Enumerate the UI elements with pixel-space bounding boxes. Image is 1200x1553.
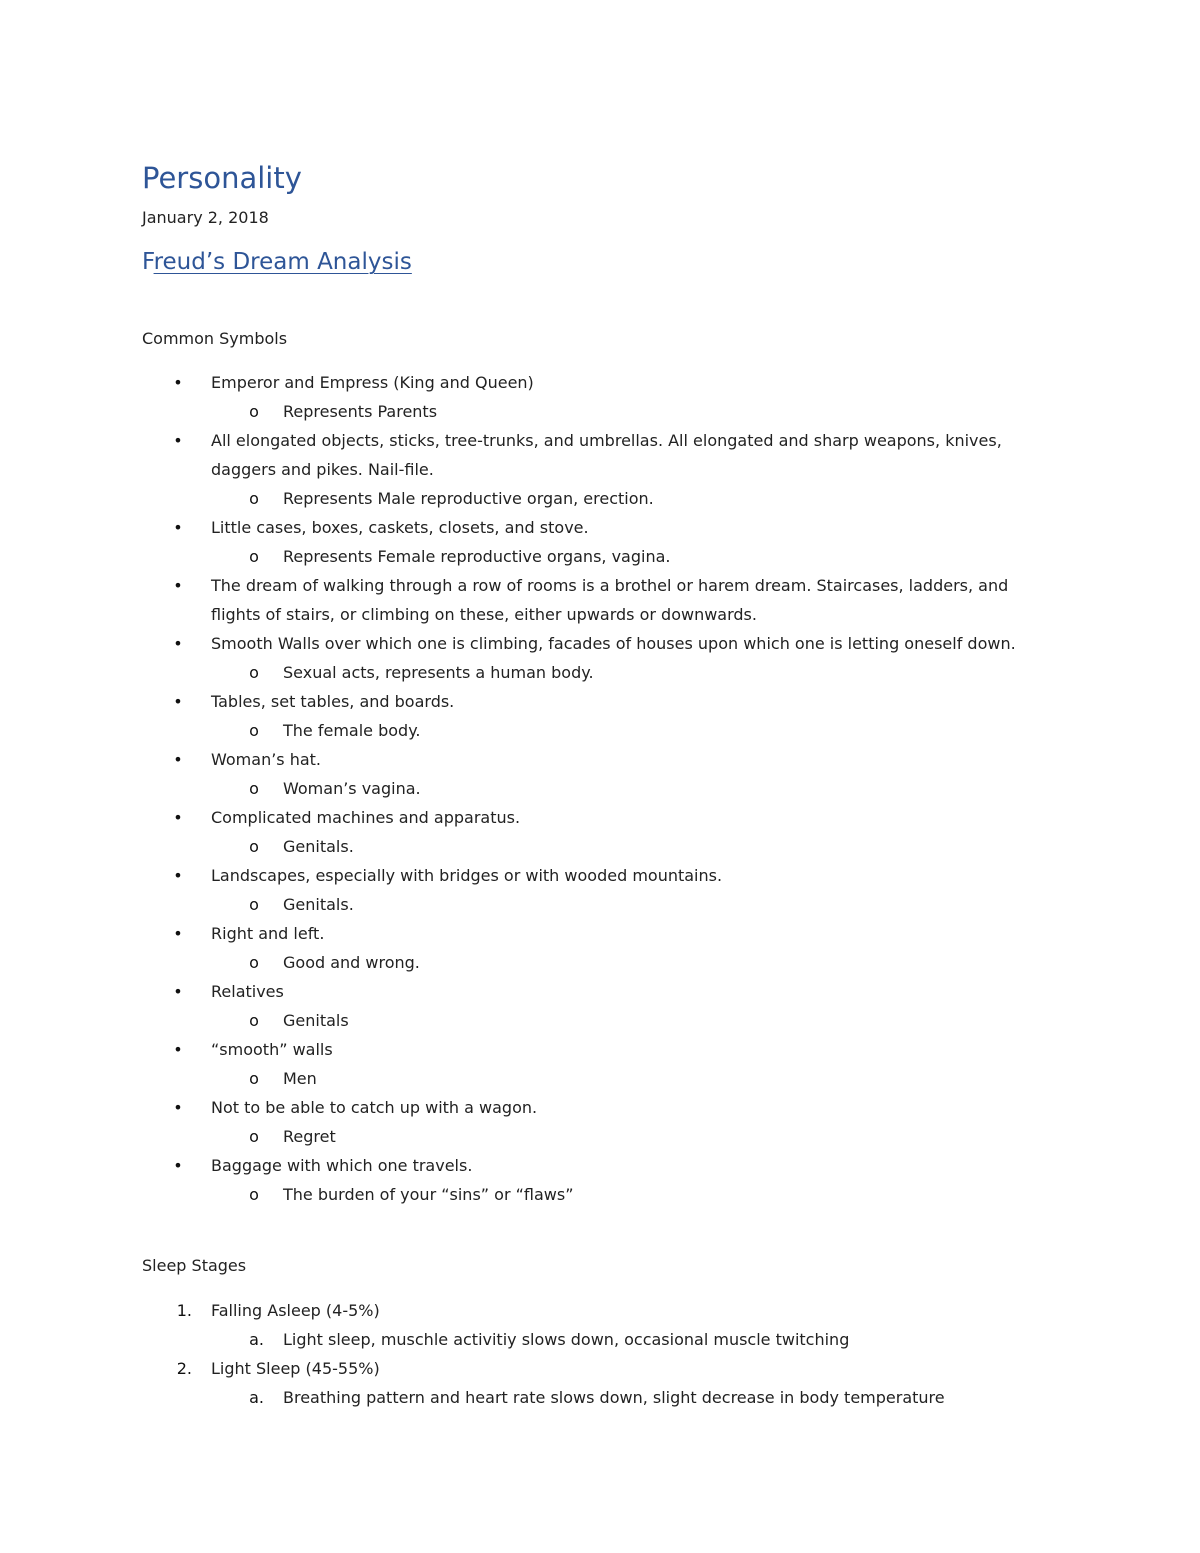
sub-list-item-marker: o: [249, 1069, 259, 1088]
sub-list-item-marker: o: [249, 779, 259, 798]
sub-list-item-text: Genitals: [283, 1011, 349, 1030]
list-item: [0, 368, 1061, 397]
sub-list-item: [0, 832, 1083, 861]
sub-list-item: [0, 1064, 1083, 1093]
sub-list-item-marker: o: [249, 1127, 259, 1146]
list-item-marker: •: [173, 1098, 183, 1117]
heading-first-letter: F: [142, 249, 154, 275]
numbered-item-text: Light Sleep (45-55%): [211, 1359, 380, 1378]
sub-list-item-marker: o: [249, 953, 259, 972]
sub-list-item-marker: o: [249, 663, 259, 682]
sub-list-item: [0, 397, 1083, 426]
list-item: [0, 1093, 1061, 1122]
sub-list-item-text: Represents Male reproductive organ, erection.: [283, 489, 654, 508]
section-heading: [142, 249, 412, 277]
list-item-text: Smooth Walls over which one is climbing, facades of houses upon which one is letting oneself down.: [211, 634, 1016, 653]
list-item-marker: •: [173, 634, 183, 653]
document-date: January 2, 2018: [142, 208, 269, 227]
sub-list-item: [0, 716, 1083, 745]
common-symbols-label: Common Symbols: [142, 329, 288, 348]
list-item-text: All elongated objects, sticks, tree-trunks, and umbrellas. All elongated and sharp weapons, knives, daggers and pikes. Nail-file.: [211, 431, 1002, 479]
sub-list-item: [0, 542, 1083, 571]
numbered-item: [0, 1296, 1061, 1325]
sub-list-item-text: Good and wrong.: [283, 953, 420, 972]
list-item: [0, 426, 1061, 484]
sub-list-item-text: Regret: [283, 1127, 336, 1146]
lettered-sub-item: [0, 1383, 1083, 1412]
sub-list-item-text: Represents Parents: [283, 402, 438, 421]
sub-list-item: [0, 1122, 1083, 1151]
sub-list-item: [0, 1006, 1083, 1035]
lettered-sub-item: [0, 1325, 1083, 1354]
list-item-marker: •: [173, 750, 183, 769]
list-item-marker: •: [173, 866, 183, 885]
list-item-marker: •: [173, 576, 183, 595]
sub-list-item-text: Woman’s vagina.: [283, 779, 421, 798]
list-item-text: Woman’s hat.: [211, 750, 322, 769]
sub-list-item: [0, 948, 1083, 977]
list-item-marker: •: [173, 1040, 183, 1059]
sub-list-item-text: The female body.: [283, 721, 421, 740]
list-item-marker: •: [173, 518, 183, 537]
list-item: [0, 1035, 1061, 1064]
list-item: [0, 629, 1061, 658]
list-item-text: Landscapes, especially with bridges or with wooded mountains.: [211, 866, 723, 885]
document-title: Personality: [142, 161, 302, 195]
list-item-marker: •: [173, 692, 183, 711]
list-item-marker: •: [173, 431, 183, 450]
sub-list-item-marker: o: [249, 1011, 259, 1030]
lettered-sub-item-text: Breathing pattern and heart rate slows down, slight decrease in body temperature: [283, 1388, 945, 1407]
sleep-stages-label: Sleep Stages: [142, 1256, 247, 1275]
numbered-item: [0, 1354, 1061, 1383]
lettered-sub-item-marker: a.: [249, 1388, 264, 1407]
sub-list-item-marker: o: [249, 1185, 259, 1204]
sub-list-item: [0, 890, 1083, 919]
sub-list-item-marker: o: [249, 547, 259, 566]
list-item: [0, 861, 1061, 890]
list-item-text: Complicated machines and apparatus.: [211, 808, 521, 827]
list-item-text: Tables, set tables, and boards.: [211, 692, 455, 711]
lettered-sub-item-text: Light sleep, muschle activitiy slows down, occasional muscle twitching: [283, 1330, 850, 1349]
numbered-item-marker: 2.: [176, 1359, 192, 1378]
list-item: [0, 513, 1061, 542]
sub-list-item-text: Represents Female reproductive organs, vagina.: [283, 547, 671, 566]
sub-list-item-marker: o: [249, 721, 259, 740]
list-item-text: Little cases, boxes, caskets, closets, and stove.: [211, 518, 589, 537]
sub-list-item-text: The burden of your “sins” or “flaws”: [283, 1185, 574, 1204]
list-item: [0, 977, 1061, 1006]
list-item: [0, 571, 1061, 629]
list-item: [0, 803, 1061, 832]
list-item: [0, 919, 1061, 948]
lettered-sub-item-marker: a.: [249, 1330, 264, 1349]
sub-list-item-marker: o: [249, 402, 259, 421]
sub-list-item: [0, 1180, 1083, 1209]
sub-list-item-text: Genitals.: [283, 895, 354, 914]
sub-list-item-text: Genitals.: [283, 837, 354, 856]
list-item-text: The dream of walking through a row of rooms is a brothel or harem dream. Staircases, ladders, and flights of stairs, or climbing on these, either upwards or downwards.: [211, 576, 1009, 624]
list-item-text: Not to be able to catch up with a wagon.: [211, 1098, 538, 1117]
sub-list-item-marker: o: [249, 489, 259, 508]
sub-list-item-text: Men: [283, 1069, 317, 1088]
list-item: [0, 687, 1061, 716]
list-item-marker: •: [173, 1156, 183, 1175]
list-item-marker: •: [173, 924, 183, 943]
list-item-marker: •: [173, 808, 183, 827]
sub-list-item: [0, 484, 1083, 513]
numbered-item-text: Falling Asleep (4-5%): [211, 1301, 380, 1320]
list-item-text: “smooth” walls: [211, 1040, 333, 1059]
sub-list-item-marker: o: [249, 895, 259, 914]
list-item-text: Right and left.: [211, 924, 325, 943]
sleep-stages-list: [0, 1296, 1200, 1412]
list-item-marker: •: [173, 982, 183, 1001]
common-symbols-list: [0, 368, 1200, 1209]
list-item: [0, 745, 1061, 774]
sub-list-item-marker: o: [249, 837, 259, 856]
sub-list-item: [0, 774, 1083, 803]
list-item: [0, 1151, 1061, 1180]
numbered-item-marker: 1.: [176, 1301, 192, 1320]
list-item-marker: •: [173, 373, 183, 392]
list-item-text: Emperor and Empress (King and Queen): [211, 373, 534, 392]
heading-rest: reud’s Dream Analysis: [153, 249, 412, 275]
sub-list-item: [0, 658, 1083, 687]
sub-list-item-text: Sexual acts, represents a human body.: [283, 663, 594, 682]
list-item-text: Relatives: [211, 982, 284, 1001]
list-item-text: Baggage with which one travels.: [211, 1156, 473, 1175]
